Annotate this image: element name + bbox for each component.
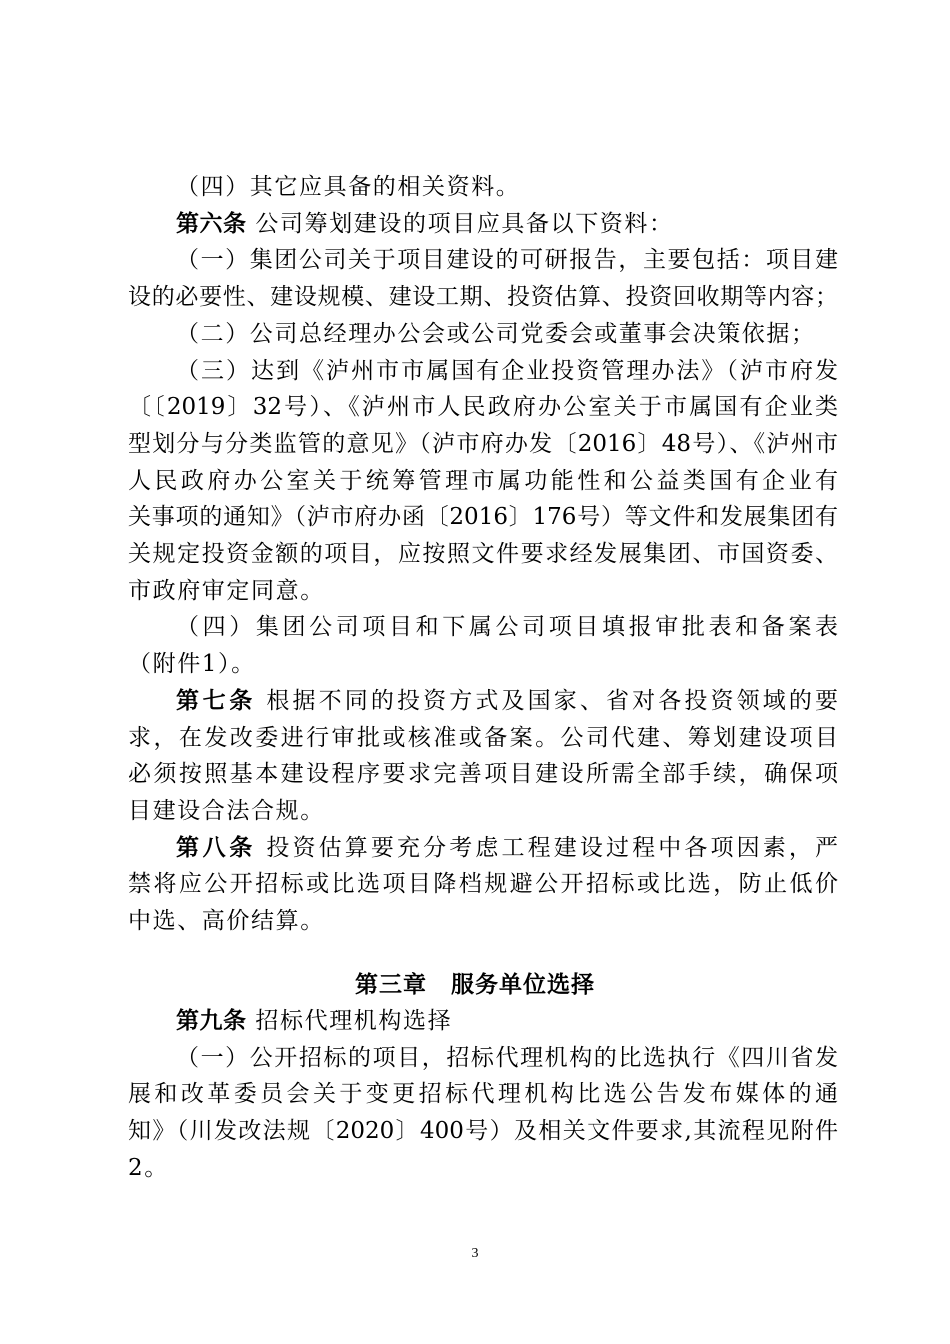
text-line xyxy=(176,245,838,275)
article-number: 第六条 xyxy=(176,210,247,237)
text-line xyxy=(128,429,838,459)
text-line xyxy=(128,466,838,496)
text-line xyxy=(128,392,838,422)
text-line xyxy=(128,576,838,606)
line-text: （四）集团公司项目和下属公司项目填报审批表和备案表 xyxy=(176,614,838,641)
line-text: 展和改革委员会关于变更招标代理机构比选公告发布媒体的通 xyxy=(128,1081,838,1108)
line-text: 根据不同的投资方式及国家、省对各投资领域的要 xyxy=(255,687,839,714)
article-number: 第七条 xyxy=(176,687,256,714)
line-text: 投资估算要充分考虑工程建设过程中各项因素，严 xyxy=(255,834,839,861)
line-text: 关事项的通知》（泸市府办函〔2016〕176号）等文件和发展集团有 xyxy=(128,504,838,531)
text-line xyxy=(128,1116,838,1146)
text-line xyxy=(128,502,838,532)
line-text: 人民政府办公室关于统筹管理市属功能性和公益类国有企业有 xyxy=(128,467,838,494)
line-text: 2。 xyxy=(128,1154,169,1181)
text-line xyxy=(176,319,838,349)
text-line xyxy=(128,1153,838,1183)
line-text: （一）公开招标的项目，招标代理机构的比选执行《四川省发 xyxy=(176,1044,838,1071)
text-line xyxy=(128,539,838,569)
line-text: （附件1）。 xyxy=(128,651,256,678)
line-text: 必须按照基本建设程序要求完善项目建设所需全部手续，确保项 xyxy=(128,761,838,788)
text-line xyxy=(128,906,838,936)
text-line xyxy=(176,209,838,239)
line-text: 市政府审定同意。 xyxy=(128,577,325,604)
line-text: 关规定投资金额的项目，应按照文件要求经发展集团、市国资委、 xyxy=(128,541,838,567)
text-line xyxy=(128,723,838,753)
line-text: 〔〔2019〕32号）、《泸州市人民政府办公室关于市属国有企业类 xyxy=(128,394,838,421)
text-line xyxy=(176,1006,838,1036)
text-line xyxy=(176,172,838,202)
line-text: 设的必要性、建设规模、建设工期、投资估算、投资回收期等内容； xyxy=(128,284,838,311)
line-text: （二）公司总经理办公会或公司党委会或董事会决策依据； xyxy=(176,320,816,347)
line-text: （一）集团公司关于项目建设的可研报告，主要包括：项目建 xyxy=(176,247,838,274)
text-line xyxy=(176,686,838,716)
text-line xyxy=(176,356,838,386)
line-text: 公司筹划建设的项目应具备以下资料： xyxy=(246,210,674,237)
text-line xyxy=(128,1079,838,1109)
line-text: 目建设合法合规。 xyxy=(128,797,325,824)
text-line xyxy=(128,796,838,826)
line-text: （四）其它应具备的相关资料。 xyxy=(176,174,521,200)
line-text: 中选、高价结算。 xyxy=(128,908,325,934)
line-text: 型划分与分类监管的意见》（泸市府办发〔2016〕48号）、《泸州市 xyxy=(128,430,838,457)
article-number: 第八条 xyxy=(176,834,256,861)
text-line xyxy=(128,649,838,679)
article-number: 第九条 xyxy=(176,1008,247,1034)
text-line xyxy=(176,1043,838,1073)
line-text: 招标代理机构选择 xyxy=(246,1008,453,1034)
line-text: 求，在发改委进行审批或核准或备案。公司代建、筹划建设项目 xyxy=(128,724,838,751)
line-text: （三）达到《泸州市市属国有企业投资管理办法》（泸市府发 xyxy=(176,357,838,384)
line-text: 禁将应公开招标或比选项目降档规避公开招标或比选，防止低价 xyxy=(128,871,838,898)
line-text: 知》（川发改法规〔2020〕400号）及相关文件要求,其流程见附件 xyxy=(128,1118,838,1145)
text-line xyxy=(176,833,838,863)
page-number: 3 xyxy=(471,1246,479,1261)
text-line xyxy=(128,759,838,789)
chapter-heading: 第三章 服务单位选择 xyxy=(355,972,595,998)
text-line xyxy=(128,282,838,312)
text-line xyxy=(176,612,838,642)
text-line xyxy=(128,869,838,899)
